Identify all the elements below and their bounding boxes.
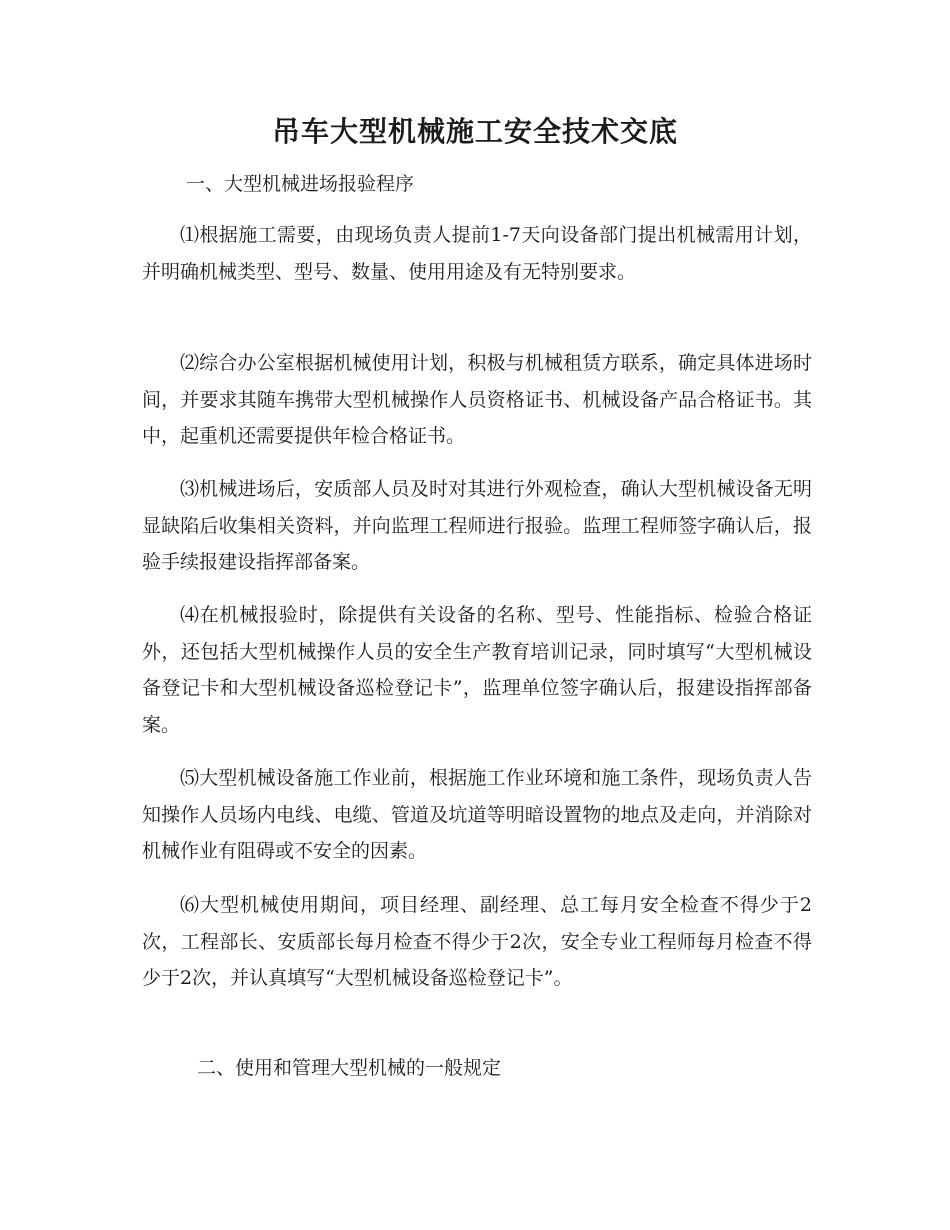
document-title: 吊车大型机械施工安全技术交底	[271, 115, 678, 148]
paragraph-3: ⑶机械进场后，安质部人员及时对其进行外观检查，确认大型机械设备无明显缺陷后收集相关资料，并向监理工程师进行报验。监理工程师签字确认后，报验手续报建设指挥部备案。	[142, 478, 812, 573]
section-heading-2: 二、使用和管理大型机械的一般规定	[197, 1057, 502, 1079]
paragraph-6: ⑹大型机械使用期间，项目经理、副经理、总工每月安全检查不得少于2次，工程部长、安质部长每月检查不得少于2次，安全专业工程师每月检查不得少于2次，并认真填写“大型机械设备巡检登记卡”。	[142, 894, 812, 989]
paragraph-4: ⑷在机械报验时，除提供有关设备的名称、型号、性能指标、检验合格证外，还包括大型机械操作人员的安全生产教育培训记录，同时填写“大型机械设备登记卡和大型机械设备巡检登记卡”，监理单位签字确认后，报建设指挥部备案。	[142, 604, 812, 736]
section-heading-1: 一、大型机械进场报验程序	[186, 173, 415, 195]
paragraph-2: ⑵综合办公室根据机械使用计划，积极与机械租赁方联系，确定具体进场时间，并要求其随车携带大型机械操作人员资格证书、机械设备产品合格证书。其中，起重机还需要提供年检合格证书。	[142, 352, 812, 447]
paragraph-5: ⑸大型机械设备施工作业前，根据施工作业环境和施工条件，现场负责人告知操作人员场内电线、电缆、管道及坑道等明暗设置物的地点及走向，并消除对机械作业有阻碍或不安全的因素。	[142, 767, 812, 862]
paragraph-1: ⑴根据施工需要，由现场负责人提前1-7天向设备部门提出机械需用计划，并明确机械类型、型号、数量、使用用途及有无特别要求。	[142, 224, 812, 283]
